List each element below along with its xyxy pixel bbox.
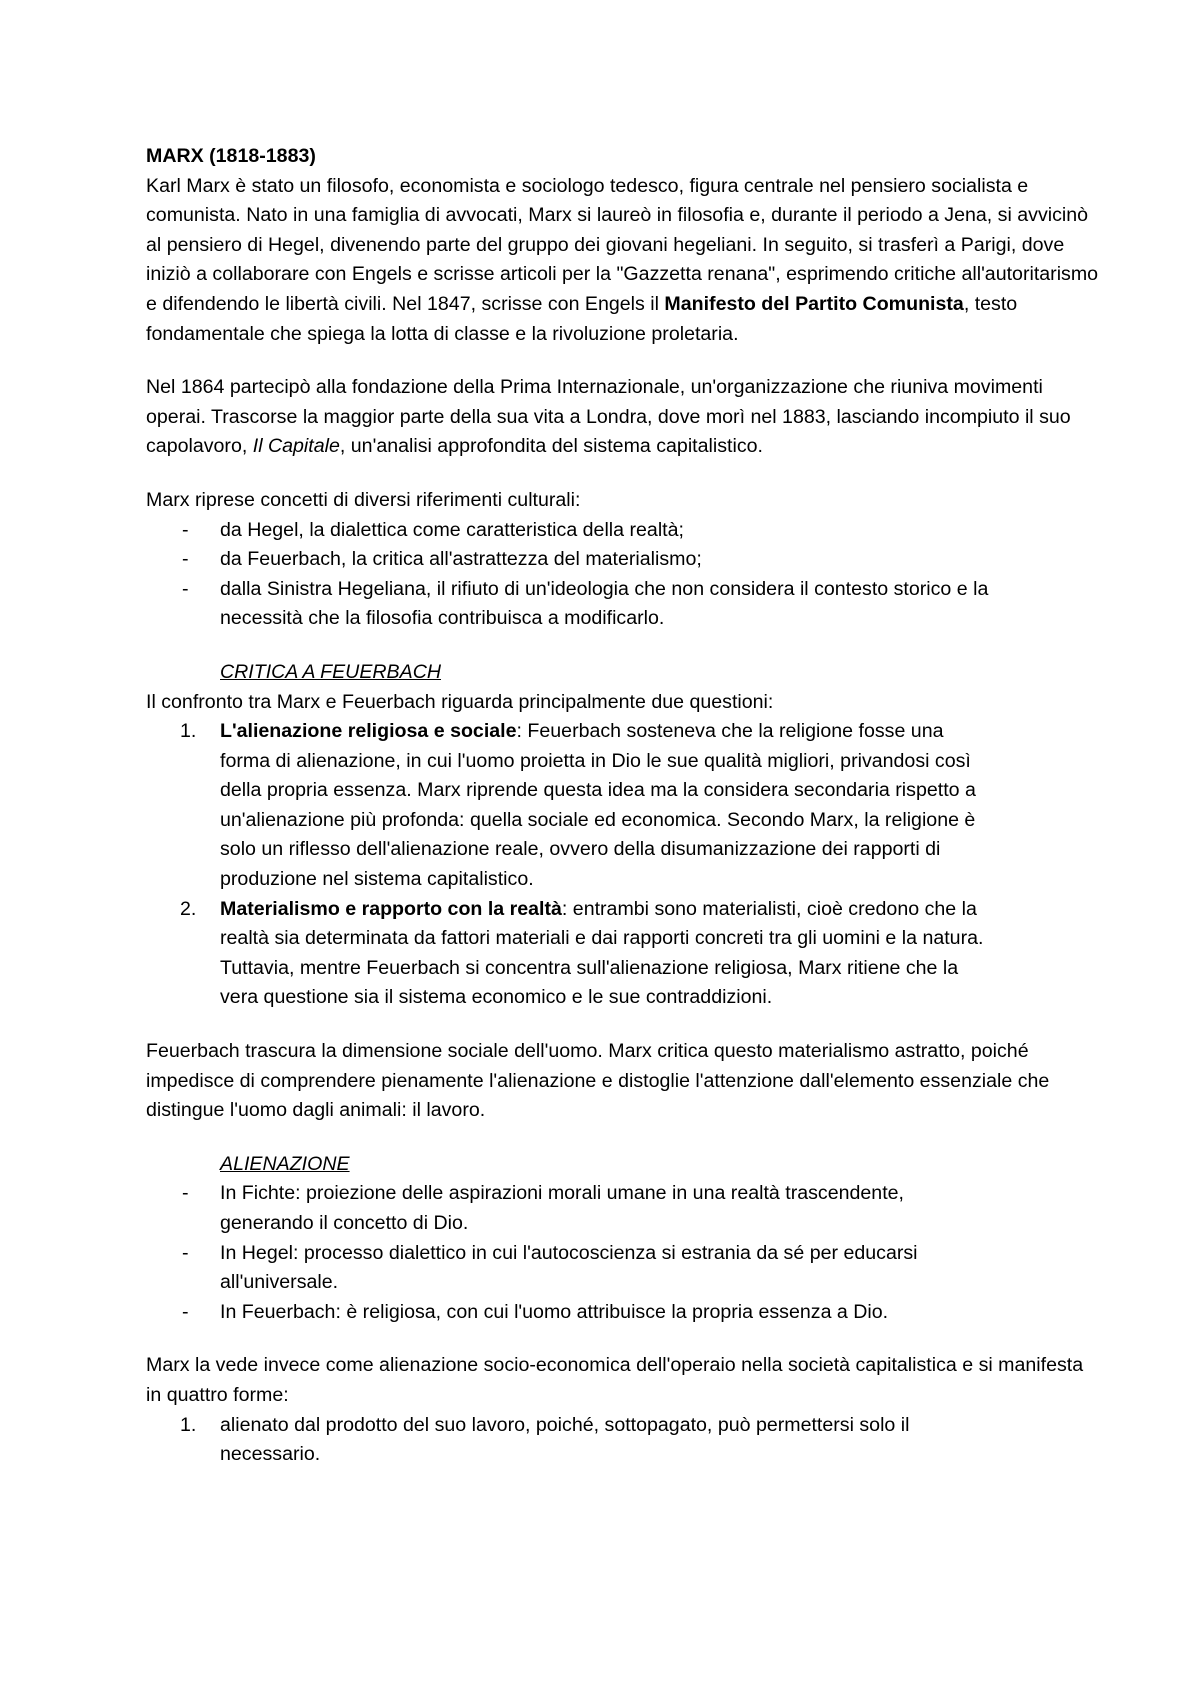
alienazione-list: [146, 1179, 1100, 1327]
marx-alienation-paragraph: Marx la vede invece come alienazione socio-economica dell'operaio nella società capitalistica e si manifesta in quattro forme:: [146, 1354, 1084, 1406]
critica-intro: Il confronto tra Marx e Feuerbach riguarda principalmente due questioni:: [146, 690, 774, 713]
manifesto-title: Manifesto del Partito Comunista: [664, 292, 964, 315]
biography-paragraph: Nel 1864 partecipò alla fondazione della Prima Internazionale, un'organizzazione che riuniva movimenti operai. Trascorse la maggior parte della sua vita a Londra, dove morì nel 1883, lasciando incompiuto il suo capolavoro, Il Capitale, un'analisi approfondita del sistema capitalistico.: [146, 376, 1071, 458]
capitale-title: Il Capitale: [252, 435, 340, 458]
list-item: 2. Materialismo e rapporto con la realtà: entrambi sono materialisti, cioè credono che la realtà sia determinata da fattori materiali e dai rapporti concreti tra gli uomini e la natura. Tuttavia, mentre Feuerbach si concentra sull'alienazione religiosa, Marx ritiene che la vera questione sia il sistema economico e le sue contraddizioni.: [180, 897, 984, 1009]
influences-list: [146, 516, 1100, 634]
section-heading-alienazione: ALIENAZIONE: [220, 1152, 350, 1175]
list-item: - In Feuerbach: è religiosa, con cui l'uomo attribuisce la propria essenza a Dio.: [182, 1300, 889, 1323]
list-item: - In Hegel: processo dialettico in cui l'autocoscienza si estrania da sé per educarsi all'universale.: [182, 1241, 918, 1294]
influences-intro: Marx riprese concetti di diversi riferimenti culturali:: [146, 488, 581, 511]
section-heading-critica: CRITICA A FEUERBACH: [220, 660, 441, 683]
critica-conclusion: Feuerbach trascura la dimensione sociale dell'uomo. Marx critica questo materialismo astratto, poiché impedisce di comprendere pienamente l'alienazione e distoglie l'attenzione dall'elemento essenziale che distingue l'uomo dagli animali: il lavoro.: [146, 1040, 1050, 1122]
list-item: - In Fichte: proiezione delle aspirazioni morali umane in una realtà trascendente, generando il concetto di Dio.: [182, 1182, 904, 1234]
list-item: - dalla Sinistra Hegeliana, il rifiuto di un'ideologia che non considera il contesto storico e la necessità che la filosofia contribuisca a modificarlo.: [182, 577, 989, 630]
critica-list: [146, 717, 1100, 1013]
list-item: 1. L'alienazione religiosa e sociale: Feuerbach sosteneva che la religione fosse una forma di alienazione, in cui l'uomo proietta in Dio le sue qualità migliori, privandosi così della propria essenza. Marx riprende questa idea ma la considera secondaria rispetto a un'alienazione più profonda: quella sociale ed economica. Secondo Marx, la religione è solo un riflesso dell'alienazione reale, ovvero della disumanizzazione dei rapporti di produzione nel sistema capitalistico.: [180, 720, 976, 891]
list-item: 1. alienato dal prodotto del suo lavoro, poiché, sottopagato, può permettersi solo il necessario.: [180, 1413, 910, 1466]
intro-paragraph: Karl Marx è stato un filosofo, economista e sociologo tedesco, figura centrale nel pensiero socialista e comunista. Nato in una famiglia di avvocati, Marx si laureò in filosofia e, durante il periodo a Jena, si avvicinò al pensiero di Hegel, divenendo parte del gruppo dei giovani hegeliani. In seguito, si trasferì a Parigi, dove iniziò a collaborare con Engels e scrisse articoli per la "Gazzetta renana", esprimendo critiche all'autoritarismo e difendendo le libertà civili. Nel 1847, scrisse con Engels il Manifesto del Partito Comunista, testo fondamentale che spiega la lotta di classe e la rivoluzione proletaria.: [146, 174, 1099, 345]
list-item: - da Feuerbach, la critica all'astrattezza del materialismo;: [182, 548, 702, 571]
alienation-forms-list: [146, 1411, 1100, 1470]
document-title: MARX (1818-1883): [146, 145, 316, 167]
list-item: - da Hegel, la dialettica come caratteristica della realtà;: [182, 518, 684, 541]
